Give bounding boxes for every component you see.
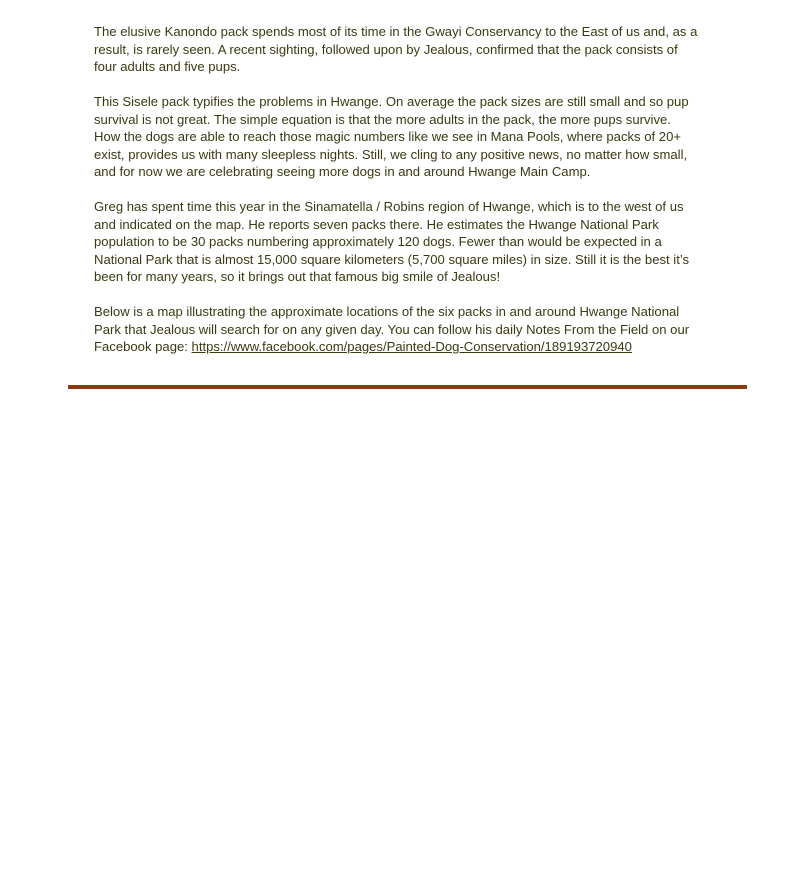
paragraph-sisele-pack: This Sisele pack typifies the problems in Hwange. On average the pack sizes are still small and so pup survival is not great. The simple equation is that the more adults in the pack, the more pups survive. How the dogs are able to reach those magic numbers like we see in Mana Pools, where packs of 20+ exist, provides us with many sleepless nights. Still, we cling to any positive news, no matter how small, and for now we are celebrating seeing more dogs in and around Hwange Main Camp. (94, 94, 689, 179)
paragraph-map-intro (94, 303, 700, 356)
paragraph-greg-sinamatella: Greg has spent time this year in the Sinamatella / Robins region of Hwange, which is to the west of us and indicated on the map. He reports seven packs there. He estimates the Hwange National Park population to be 30 packs numbering approximately 120 dogs. Fewer than would be expected in a National Park that is almost 15,000 square kilometers (5,700 square miles) in size. Still it is the best it’s been for many years, so it brings out that famous big smile of Jealous! (94, 199, 690, 284)
paragraph-kanondo-pack: The elusive Kanondo pack spends most of its time in the Gwayi Conservancy to the East of us and, as a result, is rarely seen. A recent sighting, followed upon by Jealous, confirmed that the pack consists of four adults and five pups. (94, 24, 698, 74)
section-divider (68, 385, 747, 389)
paragraph-map-intro-text: Below is a map illustrating the approximate locations of the six packs in and around Hwange National Park that Jealous will search for on any given day. You can follow his daily Notes From the Field on our Facebook page: (94, 304, 690, 354)
facebook-page-link[interactable]: https://www.facebook.com/pages/Painted-Dog-Conservation/189193720940 (191, 339, 632, 354)
article-body (94, 23, 700, 356)
